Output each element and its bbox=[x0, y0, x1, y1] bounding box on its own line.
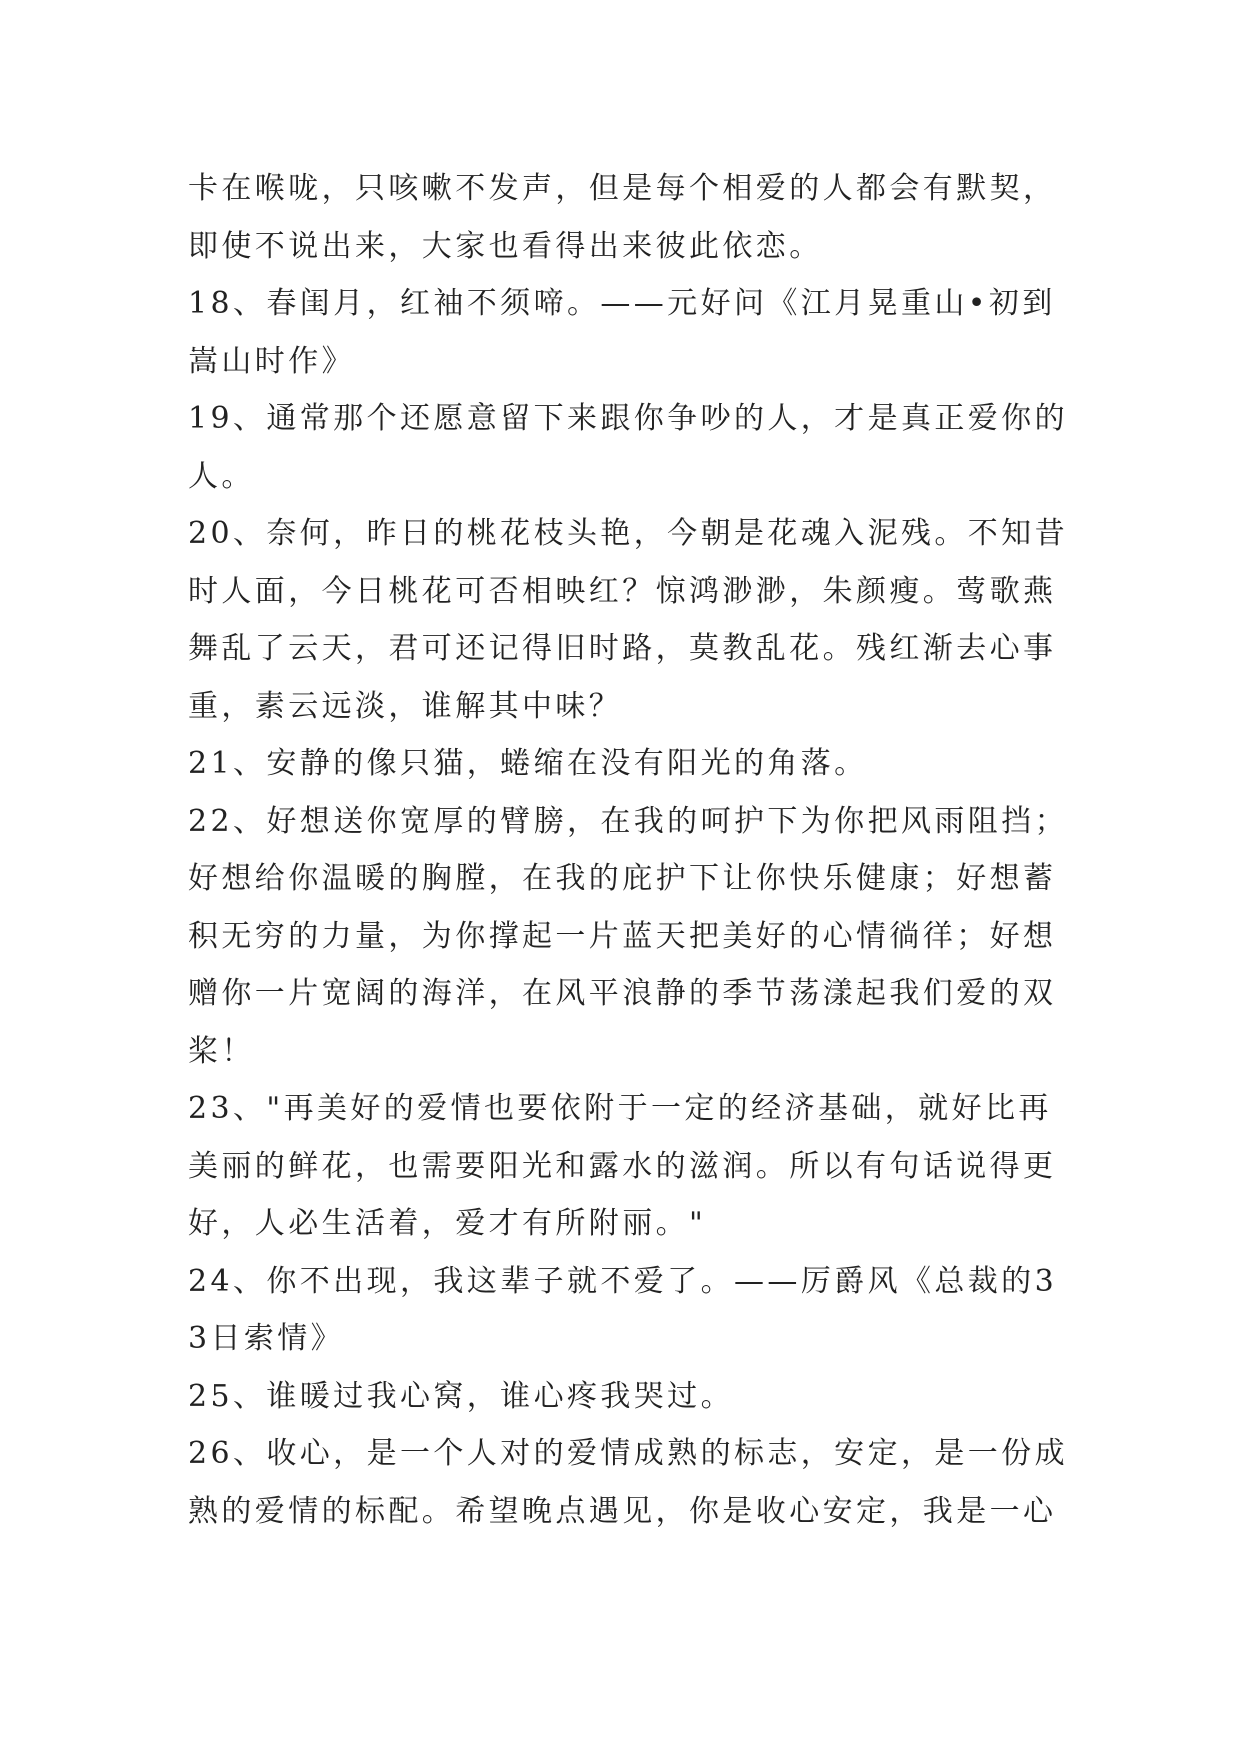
paragraph-24: 24、你不出现，我这辈子就不爱了。——厉爵风《总裁的33日索情》 bbox=[188, 1263, 1058, 1356]
paragraph-21: 21、安静的像只猫，蜷缩在没有阳光的角落。 bbox=[188, 746, 868, 781]
paragraph-25: 25、谁暖过我心窝，谁心疼我哭过。 bbox=[188, 1378, 734, 1414]
paragraph-20: 20、奈何，昨日的桃花枝头艳，今朝是花魂入泥残。不知昔时人面，今日桃花可否相映红？惊鸿渺渺，朱颜瘦。莺歌燕舞乱了云天，君可还记得旧时路，莫教乱花。残红渐去心事重，素云远淡，谁解其中味？ bbox=[188, 516, 1068, 724]
paragraph-continuation: 卡在喉咙，只咳嗽不发声，但是每个相爱的人都会有默契，即使不说出来，大家也看得出来彼此依恋。 bbox=[188, 171, 1057, 264]
paragraph-23: 23、"再美好的爱情也要依附于一定的经济基础，就好比再美丽的鲜花，也需要阳光和露水的滋润。所以有句话说得更好，人必生活着，爱才有所附丽。" bbox=[188, 1091, 1057, 1241]
body-text bbox=[188, 160, 1068, 1540]
paragraph-22: 22、好想送你宽厚的臂膀，在我的呵护下为你把风雨阻挡；好想给你温暖的胸膛，在我的庇护下让你快乐健康；好想蓄积无穷的力量，为你撑起一片蓝天把美好的心情徜徉；好想赠你一片宽阔的海洋，在风平浪静的季节荡漾起我们爱的双桨！ bbox=[188, 803, 1068, 1069]
paragraph-26: 26、收心，是一个人对的爱情成熟的标志，安定，是一份成熟的爱情的标配。希望晚点遇见，你是收心安定，我是一心 bbox=[188, 1436, 1068, 1529]
paragraph-18: 18、春闺月，红袖不须啼。——元好问《江月晃重山•初到嵩山时作》 bbox=[188, 286, 1056, 379]
paragraph-19: 19、通常那个还愿意留下来跟你争吵的人，才是真正爱你的人。 bbox=[188, 401, 1068, 494]
